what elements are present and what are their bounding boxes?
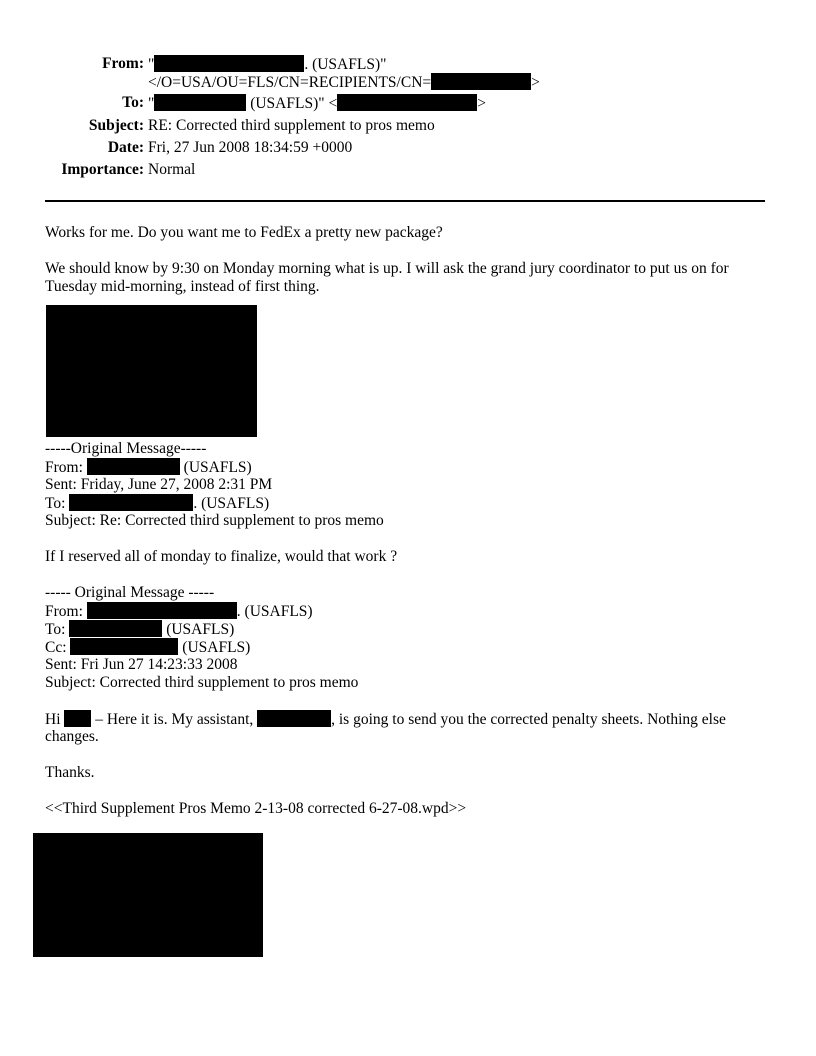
orig2-message-line-1 xyxy=(45,710,726,729)
date-value: Fri, 27 Jun 2008 18:34:59 +0000 xyxy=(148,139,353,156)
orig1-message: If I reserved all of monday to finalize, would that work ? xyxy=(45,548,398,565)
redaction-block xyxy=(64,710,91,727)
orig2-attachment: <<Third Supplement Pros Memo 2-13-08 corrected 6-27-08.wpd>> xyxy=(45,800,467,817)
orig1-to-prefix: To: xyxy=(45,495,70,512)
orig1-separator: -----Original Message----- xyxy=(45,440,207,457)
redaction-block xyxy=(154,55,304,72)
redaction-block xyxy=(87,602,237,619)
date-label: Date: xyxy=(107,139,144,156)
orig2-msg-mid: – Here it is. My assistant, xyxy=(91,711,258,728)
subject-label: Subject: xyxy=(88,117,144,134)
body-paragraph-2-line-1: We should know by 9:30 on Monday morning what is up. I will ask the grand jury coordinator to put us on for xyxy=(45,260,729,277)
orig1-sent: Sent: Friday, June 27, 2008 2:31 PM xyxy=(45,476,273,493)
orig1-to xyxy=(45,494,269,513)
orig2-sent: Sent: Fri Jun 27 14:23:33 2008 xyxy=(45,656,238,673)
orig2-cc-suffix: (USAFLS) xyxy=(178,639,251,656)
from-value-line2 xyxy=(148,73,540,92)
orig2-from-suffix: . (USAFLS) xyxy=(236,603,313,620)
redaction-block xyxy=(431,73,531,90)
orig2-separator: ----- Original Message ----- xyxy=(45,584,215,601)
orig2-msg-end: , is going to send you the corrected penalty sheets. Nothing else xyxy=(331,711,726,728)
orig1-from-suffix: (USAFLS) xyxy=(179,459,252,476)
orig2-cc-prefix: Cc: xyxy=(45,639,71,656)
from-value xyxy=(148,55,386,74)
orig1-from-prefix: From: xyxy=(45,459,87,476)
to-label: To: xyxy=(122,94,144,111)
orig1-subject: Subject: Re: Corrected third supplement to pros memo xyxy=(45,512,384,529)
orig2-to-suffix: (USAFLS) xyxy=(162,621,235,638)
redaction-block xyxy=(87,458,180,475)
header-divider xyxy=(45,200,765,202)
redacted-signature-block xyxy=(33,833,263,957)
orig2-msg-hi: Hi xyxy=(45,711,65,728)
importance-label: Importance: xyxy=(61,161,144,178)
to-value xyxy=(148,94,486,113)
orig2-cc xyxy=(45,638,250,657)
to-value-prefix: " xyxy=(148,95,155,112)
redacted-signature-block xyxy=(46,305,257,437)
to-value-suffix: > xyxy=(477,95,486,112)
subject-value: RE: Corrected third supplement to pros memo xyxy=(148,117,435,134)
orig1-from xyxy=(45,458,252,477)
redaction-block xyxy=(70,638,178,655)
from-value-suffix: . (USAFLS)" xyxy=(304,56,387,73)
orig2-from xyxy=(45,602,313,621)
redaction-block xyxy=(257,710,331,727)
redaction-block xyxy=(337,94,477,111)
orig2-from-prefix: From: xyxy=(45,603,87,620)
redaction-block xyxy=(69,494,193,511)
redaction-block xyxy=(154,94,246,111)
orig1-to-suffix: . (USAFLS) xyxy=(193,495,270,512)
from-line2-suffix: > xyxy=(531,74,540,91)
orig2-thanks: Thanks. xyxy=(45,764,95,781)
body-paragraph-2-line-2: Tuesday mid-morning, instead of first thing. xyxy=(45,278,320,295)
to-value-mid: (USAFLS)" < xyxy=(246,95,338,112)
orig2-subject: Subject: Corrected third supplement to pros memo xyxy=(45,674,359,691)
from-label: From: xyxy=(102,55,144,72)
from-value-prefix: " xyxy=(148,56,155,73)
redaction-block xyxy=(69,620,162,637)
importance-value: Normal xyxy=(148,161,196,178)
orig2-to xyxy=(45,620,234,639)
from-line2-prefix: </O=USA/OU=FLS/CN=RECIPIENTS/CN= xyxy=(148,74,432,91)
orig2-to-prefix: To: xyxy=(45,621,70,638)
body-paragraph-1: Works for me. Do you want me to FedEx a pretty new package? xyxy=(45,224,443,241)
orig2-message-line-2: changes. xyxy=(45,728,99,745)
